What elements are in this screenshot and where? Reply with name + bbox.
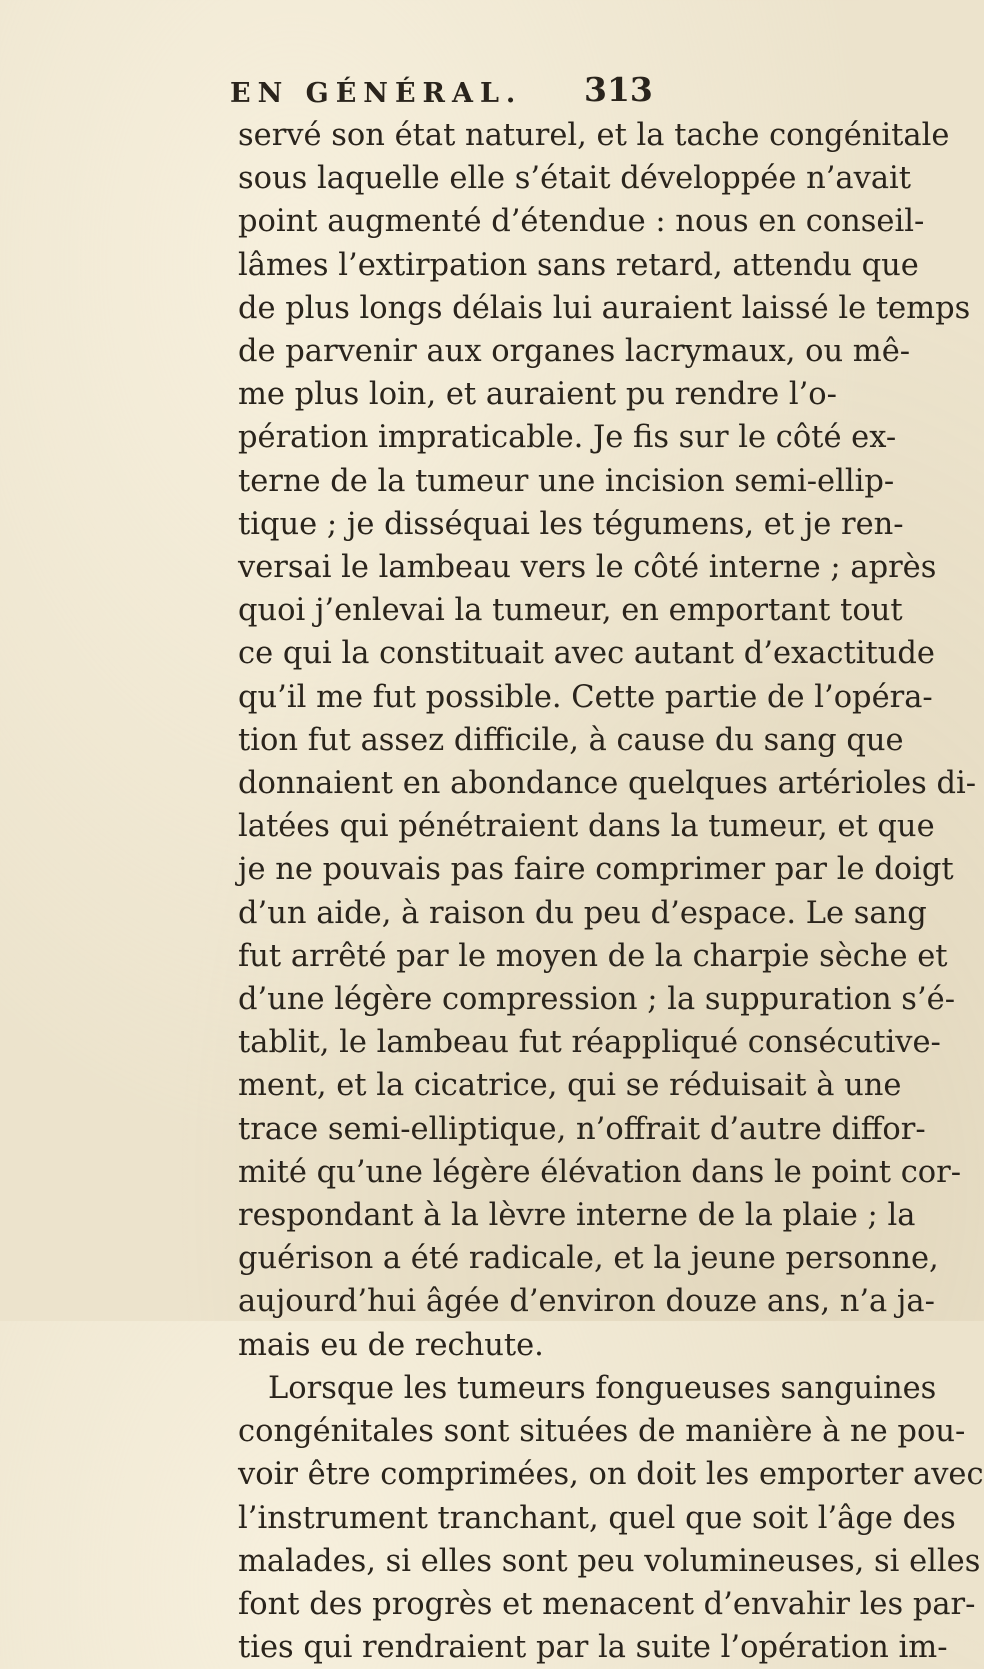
text-line-paragraph-start: Lorsque les tumeurs fongueuses sanguines xyxy=(268,1370,937,1406)
text-line: congénitales sont situées de manière à ne pou- xyxy=(238,1414,966,1450)
text-line: latées qui pénétraient dans la tumeur, et que xyxy=(238,809,935,845)
text-line: font des progrès et menacent d’envahir les par- xyxy=(238,1586,976,1622)
text-line: mité qu’une légère élévation dans le point cor- xyxy=(238,1154,962,1190)
text-line: trace semi-elliptique, n’offrait d’autre diffor- xyxy=(238,1111,926,1147)
text-line: tablit, le lambeau fut réappliqué consécutive- xyxy=(238,1025,941,1061)
text-line: guérison a été radicale, et la jeune personne, xyxy=(238,1241,939,1277)
text-line-paragraph-end: mais eu de rechute. xyxy=(238,1327,544,1363)
text-line: donnaient en abondance quelques artérioles di- xyxy=(238,766,977,802)
text-line: l’instrument tranchant, quel que soit l’âge des xyxy=(238,1500,956,1536)
text-line: respondant à la lèvre interne de la plaie ; la xyxy=(238,1198,916,1234)
text-line: aujourd’hui âgée d’environ douze ans, n’a ja- xyxy=(238,1284,935,1320)
text-line: terne de la tumeur une incision semi-ellip- xyxy=(238,463,895,499)
text-line: qu’il me fut possible. Cette partie de l’opéra- xyxy=(238,679,933,715)
body-text xyxy=(238,114,984,1669)
text-line: voir être comprimées, on doit les emporter avec xyxy=(238,1457,984,1493)
text-line: ment, et la cicatrice, qui se réduisait à une xyxy=(238,1068,902,1104)
text-line: quoi j’enlevai la tumeur, en emportant tout xyxy=(238,593,903,629)
text-line: ce qui la constituait avec autant d’exactitude xyxy=(238,636,935,672)
text-line: fut arrêté par le moyen de la charpie sèche et xyxy=(238,938,948,974)
text-line: servé son état naturel, et la tache congénitale xyxy=(238,118,950,153)
text-line: tique ; je disséquai les tégumens, et je ren- xyxy=(238,506,904,542)
text-line: lâmes l’extirpation sans retard, attendu que xyxy=(238,247,919,283)
text-line: tion fut assez difficile, à cause du sang que xyxy=(238,722,904,758)
text-line: de plus longs délais lui auraient laissé le temps xyxy=(238,290,971,326)
text-line: ties qui rendraient par la suite l’opération im- xyxy=(238,1630,948,1666)
text-line: de parvenir aux organes lacrymaux, ou mê- xyxy=(238,334,911,370)
text-line: d’un aide, à raison du peu d’espace. Le sang xyxy=(238,895,927,931)
text-line: malades, si elles sont peu volumineuses, si elles xyxy=(238,1543,981,1579)
text-line: je ne pouvais pas faire comprimer par le doigt xyxy=(238,852,954,888)
text-line: me plus loin, et auraient pu rendre l’o- xyxy=(238,377,837,413)
text-line: sous laquelle elle s’était développée n’avait xyxy=(238,161,912,197)
text-line: versai le lambeau vers le côté interne ; après xyxy=(238,550,937,586)
page-number: 313 xyxy=(584,70,653,109)
text-line: pération impraticable. Je fis sur le côté ex- xyxy=(238,420,897,456)
running-head: EN GÉNÉRAL. xyxy=(230,78,523,109)
text-line: point augmenté d’étendue : nous en conseil- xyxy=(238,204,925,240)
text-line: d’une légère compression ; la suppuration s’é- xyxy=(238,982,956,1018)
